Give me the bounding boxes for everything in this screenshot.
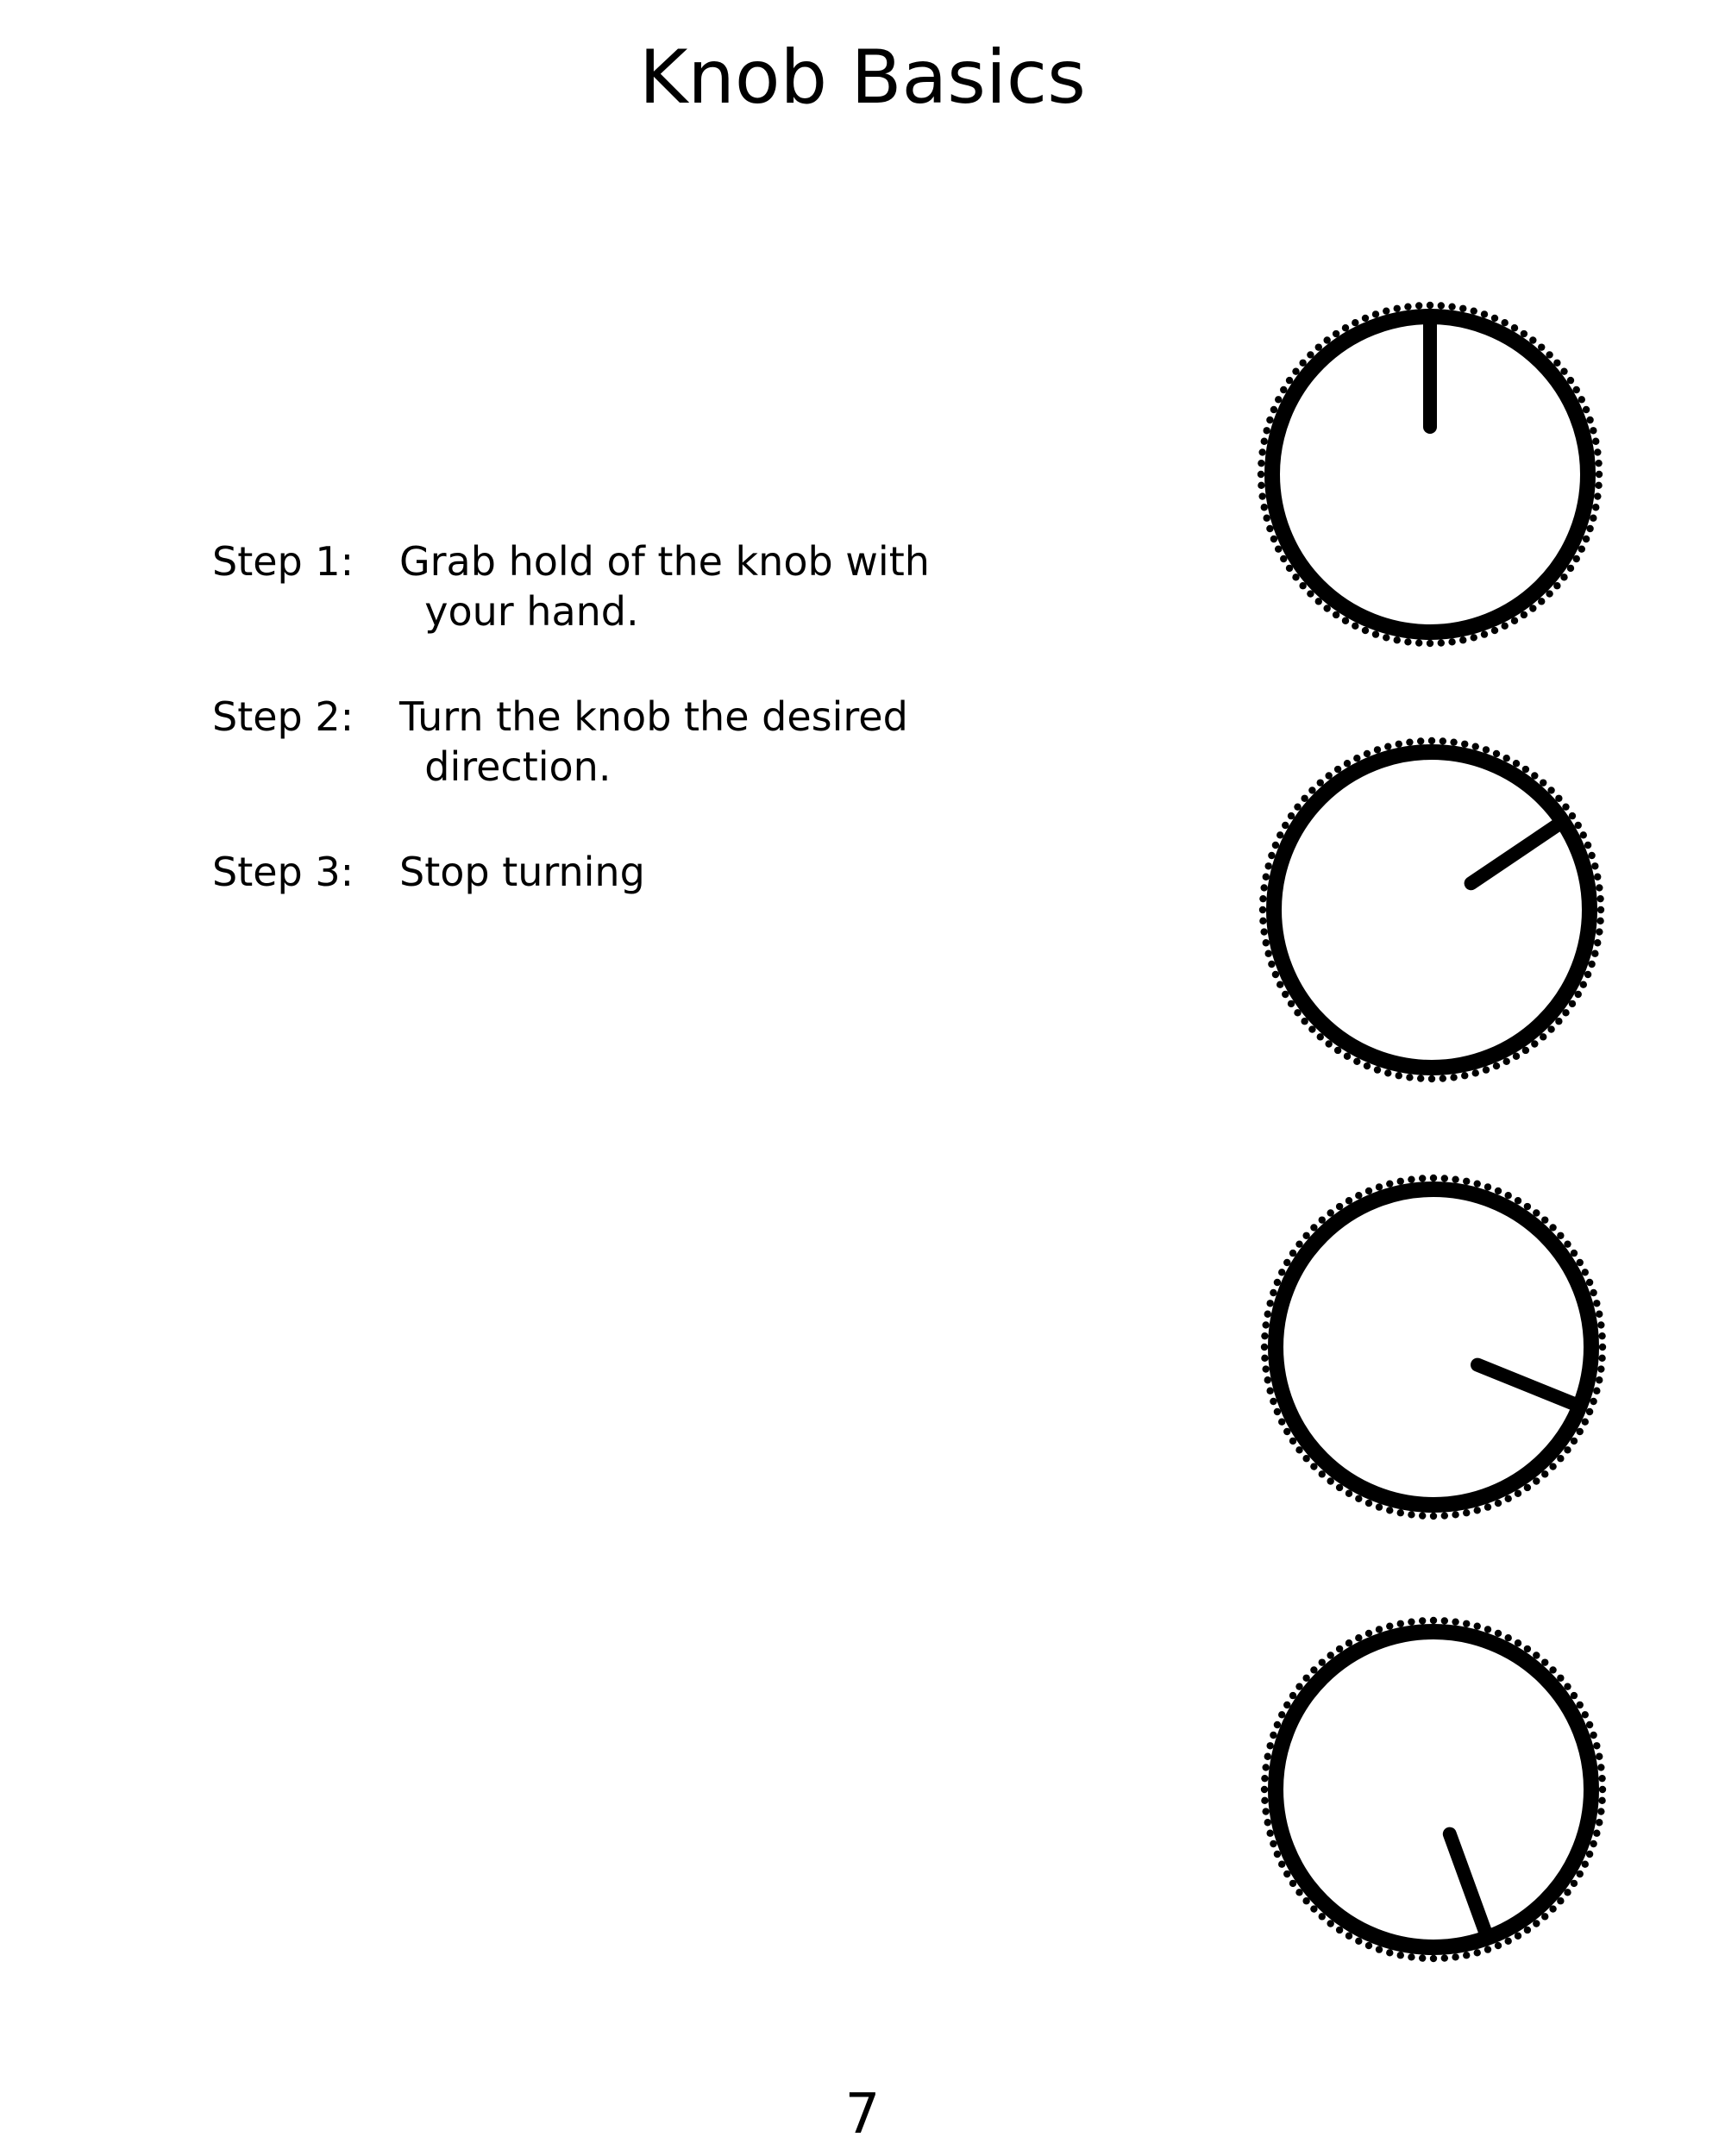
knob-illustrations	[1242, 285, 1622, 2018]
step-2-text: Turn the knob the desired direction.	[399, 693, 908, 790]
step-1	[212, 536, 1075, 636]
step-3	[212, 847, 1075, 897]
step-1-text: Grab hold of the knob with your hand.	[399, 538, 930, 635]
knob-position-1	[1258, 302, 1603, 647]
step-2-label: Step 2:	[212, 693, 354, 740]
page-number: 7	[844, 2083, 881, 2147]
knob-diagram	[1242, 285, 1622, 2018]
knob-knurl-teeth	[1261, 1175, 1606, 1520]
instruction-steps	[212, 536, 1075, 952]
knob-ring	[1276, 1632, 1591, 1947]
knob-position-2	[1259, 737, 1604, 1082]
knob-position-3	[1261, 1175, 1606, 1520]
knob-ring	[1276, 1189, 1591, 1505]
page-title: Knob Basics	[639, 34, 1086, 121]
step-1-label: Step 1:	[212, 538, 354, 585]
step-3-label: Step 3:	[212, 849, 354, 895]
step-2	[212, 692, 1075, 792]
knob-position-4	[1261, 1617, 1606, 1962]
knob-knurl-teeth	[1261, 1617, 1606, 1962]
step-3-text: Stop turning	[399, 849, 645, 895]
knob-knurl-teeth	[1259, 737, 1604, 1082]
knob-pointer	[1450, 1834, 1488, 1938]
knob-pointer	[1477, 1365, 1580, 1407]
knob-ring	[1274, 752, 1590, 1068]
knob-pointer	[1471, 822, 1563, 884]
